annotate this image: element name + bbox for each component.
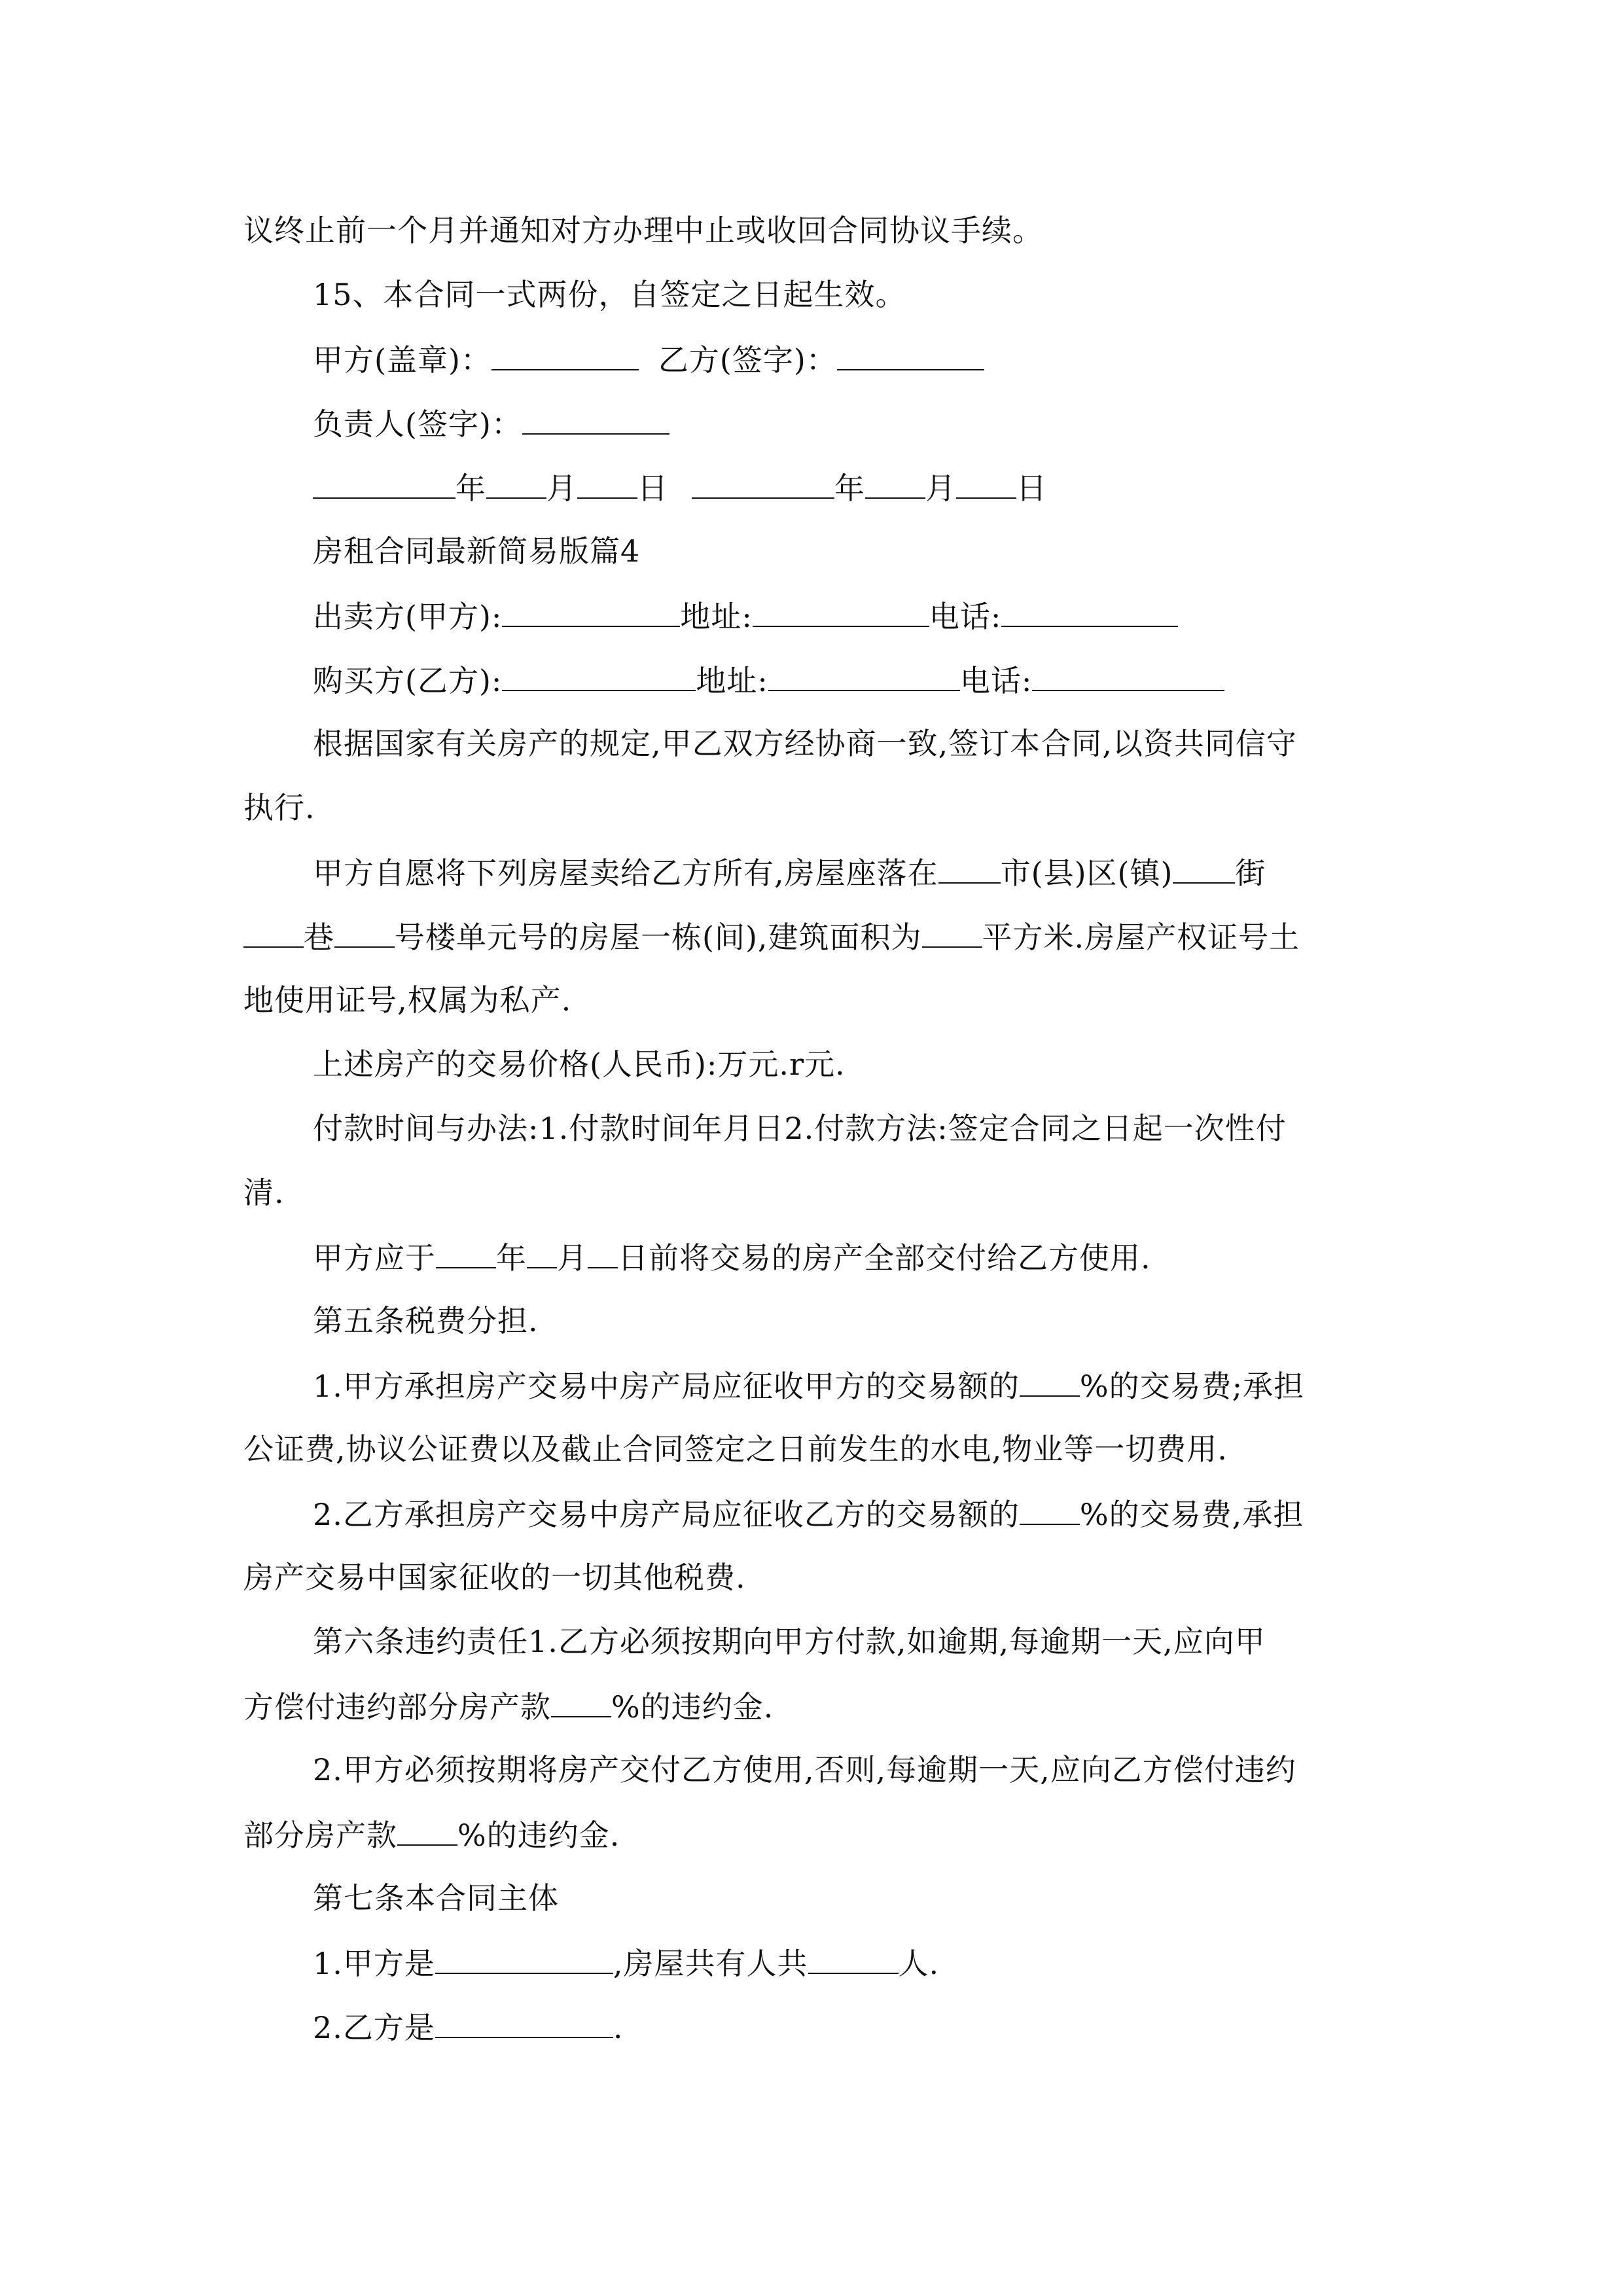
year-label: 年 xyxy=(455,471,486,506)
text-line xyxy=(313,1045,846,1084)
text: 1.甲方是 xyxy=(313,1946,435,1981)
lane-blank xyxy=(243,916,304,948)
text: 甲方自愿将下列房屋卖给乙方所有,房屋座落在 xyxy=(313,855,938,891)
seller-penalty-blank xyxy=(397,1814,457,1846)
seller-phone-blank xyxy=(1001,596,1178,627)
date-b-day-blank xyxy=(956,467,1016,499)
delivery-date-line xyxy=(313,1237,1151,1276)
signature-line-parties xyxy=(313,339,984,378)
day-label: 日 xyxy=(1016,471,1047,506)
date-b-month-blank xyxy=(865,467,925,499)
text: %的违约金. xyxy=(457,1818,620,1853)
delivery-year-blank xyxy=(436,1237,496,1268)
date-a-day-blank xyxy=(577,467,637,499)
signature-line-representative xyxy=(313,403,669,442)
party-a-fee-blank xyxy=(1020,1365,1080,1397)
seller-label: 出卖方(甲方): xyxy=(313,599,503,634)
text: 月 xyxy=(557,1240,588,1276)
party-b-identity-line xyxy=(313,2007,624,2046)
seller-line xyxy=(313,596,1178,635)
text-line xyxy=(243,980,571,1020)
penalty-line-2 xyxy=(243,1814,620,1854)
article-5-heading xyxy=(313,1301,539,1340)
text-line xyxy=(243,1558,746,1597)
text: 地使用证号,权属为私产. xyxy=(243,982,572,1018)
party-b-sign-blank xyxy=(837,339,984,370)
building-blank xyxy=(334,916,395,948)
buyer-address-blank xyxy=(768,660,960,691)
representative-blank xyxy=(522,403,669,435)
text: 执行. xyxy=(243,790,315,825)
text-line xyxy=(313,724,1297,763)
date-a-year-blank xyxy=(313,467,455,499)
area-blank xyxy=(922,916,982,948)
text: 2.甲方必须按期将房产交付乙方使用,否则,每逾期一天,应向乙方偿付违约 xyxy=(313,1752,1296,1787)
text: 上述房产的交易价格(人民币):万元.r元. xyxy=(313,1047,846,1082)
text: 付款时间与办法:1.付款时间年月日2.付款方法:签定合同之日起一次性付 xyxy=(313,1111,1287,1146)
delivery-month-blank xyxy=(527,1237,557,1268)
text-line xyxy=(313,1622,1266,1661)
text: 第六条违约责任1.乙方必须按期向甲方付款,如逾期,每逾期一天,应向甲 xyxy=(313,1624,1266,1659)
text: 甲方应于 xyxy=(313,1240,436,1276)
text: 15、本合同一式两份，自签定之日起生效。 xyxy=(313,277,906,312)
street-blank xyxy=(1173,852,1235,884)
text: 1.甲方承担房产交易中房产局应征收甲方的交易额的 xyxy=(313,1369,1020,1404)
text: 街 xyxy=(1235,855,1266,891)
address-label: 地址: xyxy=(680,599,753,634)
text: 清. xyxy=(243,1175,285,1210)
party-b-name-blank xyxy=(435,2007,613,2038)
text-line xyxy=(243,1173,285,1212)
buyer-blank xyxy=(502,660,696,691)
party-a-seal-label: 甲方(盖章)： xyxy=(313,342,491,378)
city-blank xyxy=(938,852,1001,884)
text-line xyxy=(313,1750,1296,1789)
text: 年 xyxy=(496,1240,527,1276)
text: 方偿付违约部分房产款 xyxy=(243,1689,551,1725)
date-line xyxy=(313,467,1047,507)
party-b-sign-label: 乙方(签字)： xyxy=(658,342,837,378)
buyer-label: 购买方(乙方): xyxy=(313,663,503,698)
text: 日前将交易的房产全部交付给乙方使用. xyxy=(618,1240,1151,1276)
text: 公证费,协议公证费以及截止合同签定之日前发生的水电,物业等一切费用. xyxy=(243,1431,1228,1467)
text: 房产交易中国家征收的一切其他税费. xyxy=(243,1560,746,1595)
party-b-fee-blank xyxy=(1020,1494,1080,1525)
tax-line-1 xyxy=(313,1365,1304,1405)
text: 2.乙方承担房产交易中房产局应征收乙方的交易额的 xyxy=(313,1497,1020,1532)
text-line xyxy=(243,1429,1228,1469)
text: 市(县)区(镇) xyxy=(1000,855,1173,891)
text: 2.乙方是 xyxy=(313,2010,435,2045)
text: %的交易费,承担 xyxy=(1079,1497,1304,1532)
year-label: 年 xyxy=(834,471,865,506)
date-b-year-blank xyxy=(692,467,834,499)
text: 根据国家有关房产的规定,甲乙双方经协商一致,签订本合同,以资共同信守 xyxy=(313,726,1297,761)
text: 第五条税费分担. xyxy=(313,1303,539,1338)
address-label: 地址: xyxy=(696,663,768,698)
party-a-seal-blank xyxy=(491,339,639,370)
seller-address-blank xyxy=(753,596,929,627)
text: %的交易费;承担 xyxy=(1079,1369,1305,1404)
buyer-phone-blank xyxy=(1032,660,1224,691)
text: 号楼单元号的房屋一栋(间),建筑面积为 xyxy=(395,920,922,955)
phone-label: 电话: xyxy=(929,599,1002,634)
text: %的违约金. xyxy=(611,1689,774,1725)
phone-label: 电话: xyxy=(959,663,1033,698)
article-7-heading xyxy=(313,1878,559,1918)
party-a-identity-line xyxy=(313,1943,939,1982)
text: ,房屋共有人共 xyxy=(613,1946,808,1981)
month-label: 月 xyxy=(925,471,956,506)
seller-blank xyxy=(502,596,680,627)
text: 第七条本合同主体 xyxy=(313,1880,559,1916)
co-owner-count-blank xyxy=(808,1943,899,1974)
text: 巷 xyxy=(304,920,334,955)
day-label: 日 xyxy=(637,471,668,506)
text: . xyxy=(613,2010,624,2045)
text-line-1 xyxy=(243,211,1043,250)
date-a-month-blank xyxy=(486,467,546,499)
text-line xyxy=(243,788,315,827)
property-line-1 xyxy=(313,852,1266,891)
text: 平方米.房屋产权证号土 xyxy=(982,920,1300,955)
clause-15 xyxy=(313,275,906,314)
month-label: 月 xyxy=(546,471,577,506)
buyer-penalty-blank xyxy=(551,1686,611,1717)
tax-line-2 xyxy=(313,1494,1304,1533)
representative-label: 负责人(签字)： xyxy=(313,406,522,442)
penalty-line-1 xyxy=(243,1686,774,1725)
text: 议终止前一个月并通知对方办理中止或收回合同协议手续。 xyxy=(243,213,1043,248)
property-line-2 xyxy=(243,916,1300,956)
text: 部分房产款 xyxy=(243,1818,397,1853)
delivery-day-blank xyxy=(588,1237,618,1268)
text-line xyxy=(313,1109,1287,1148)
party-a-name-blank xyxy=(435,1943,613,1974)
section-heading xyxy=(313,531,640,571)
text: 房租合同最新简易版篇4 xyxy=(313,533,641,569)
buyer-line xyxy=(313,660,1224,699)
text: 人. xyxy=(898,1946,940,1981)
